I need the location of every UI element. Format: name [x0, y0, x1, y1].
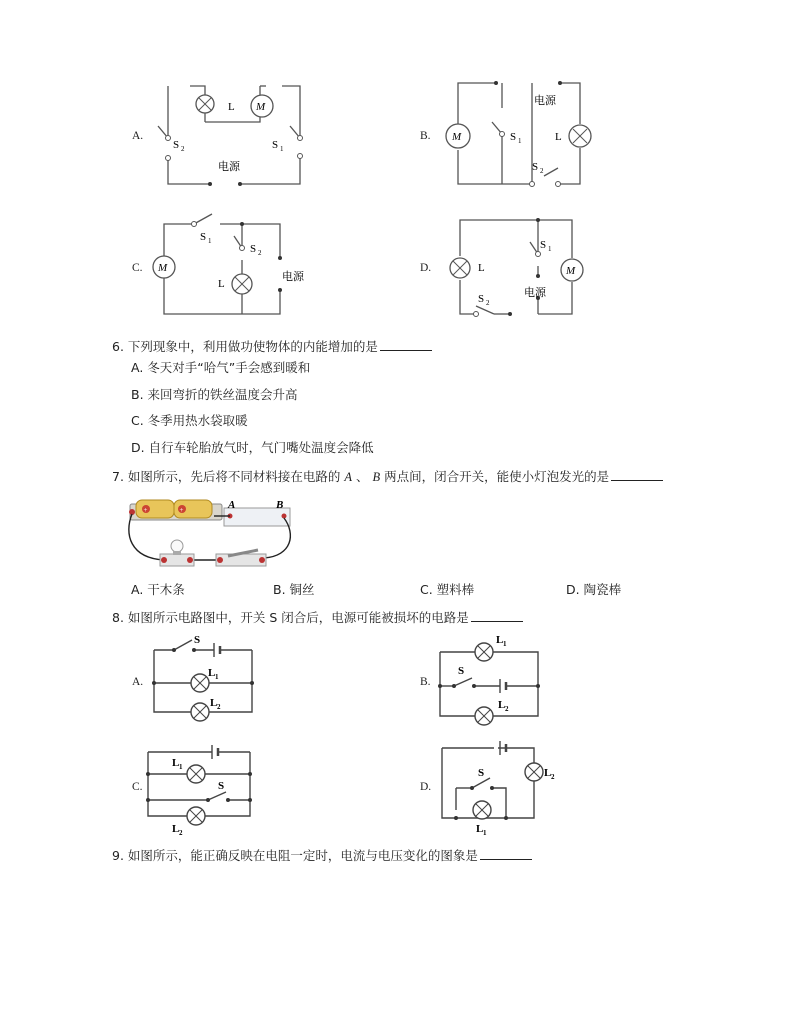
svg-text:L: L	[208, 667, 216, 679]
svg-text:2: 2	[551, 773, 555, 781]
q8-option-d-label[interactable]: D.	[420, 781, 432, 793]
lamp-icon	[569, 125, 591, 147]
svg-text:S: S	[458, 665, 465, 677]
q5-option-b-label[interactable]: B.	[420, 130, 431, 142]
svg-text:B: B	[276, 499, 284, 511]
svg-text:L: L	[544, 767, 552, 779]
svg-text:S: S	[532, 161, 539, 173]
q6-option-a[interactable]: A. 冬天对手“哈气”手会感到暖和	[131, 360, 311, 375]
answer-blank[interactable]	[611, 468, 663, 481]
svg-text:A: A	[228, 499, 236, 511]
q5-option-d-label[interactable]: D.	[420, 262, 432, 274]
answer-blank[interactable]	[471, 609, 523, 622]
svg-text:S: S	[540, 239, 547, 251]
svg-text:S: S	[218, 780, 225, 792]
q7-option-c[interactable]: C. 塑料棒	[420, 582, 475, 597]
svg-text:1: 1	[208, 237, 212, 245]
svg-text:电源: 电源	[524, 287, 546, 299]
svg-text:L: L	[496, 634, 504, 646]
svg-text:1: 1	[280, 145, 284, 153]
svg-text:L: L	[172, 823, 180, 835]
q5-option-a-label[interactable]: A.	[132, 130, 144, 142]
motor-label: M	[256, 101, 266, 113]
svg-text:1: 1	[518, 137, 522, 145]
q8-circuit-d	[434, 732, 554, 836]
q7-option-d[interactable]: D. 陶瓷棒	[566, 582, 622, 597]
svg-text:+: +	[143, 506, 148, 514]
q6-option-d[interactable]: D. 自行车轮胎放气时，气门嘴处温度会降低	[131, 440, 374, 455]
q8-stem: 8. 如图所示电路图中，开关 S 闭合后，电源可能被损坏的电路是	[112, 609, 523, 626]
q5-circuit-d	[440, 208, 600, 326]
q5-circuit-b	[440, 78, 600, 193]
svg-text:1: 1	[179, 763, 183, 771]
lamp-icon	[475, 643, 493, 661]
q7-option-b[interactable]: B. 铜丝	[273, 582, 315, 597]
q6-option-b[interactable]: B. 来回弯折的铁丝温度会升高	[131, 387, 298, 402]
svg-text:电源: 电源	[534, 95, 556, 107]
svg-text:2: 2	[540, 167, 544, 175]
q6-stem: 6. 下列现象中，利用做功使物体的内能增加的是	[112, 338, 432, 355]
q8-circuit-a	[148, 630, 258, 730]
svg-text:2: 2	[486, 299, 490, 307]
q5-circuit-c	[150, 210, 304, 325]
svg-text:1: 1	[215, 673, 219, 681]
power-label: 电源	[218, 161, 240, 173]
svg-text:M: M	[566, 265, 576, 277]
lamp-icon	[475, 707, 493, 725]
svg-text:S: S	[478, 293, 485, 305]
svg-text:2: 2	[258, 249, 262, 257]
q6-option-c[interactable]: C. 冬季用热水袋取暖	[131, 413, 248, 428]
q8-option-a-label[interactable]: A.	[132, 676, 144, 688]
q8-option-c-label[interactable]: C.	[132, 781, 143, 793]
svg-text:1: 1	[548, 245, 552, 253]
lamp-icon	[232, 274, 252, 294]
lamp-icon	[191, 674, 209, 692]
lamp-icon	[187, 765, 205, 783]
svg-text:电源: 电源	[282, 271, 304, 283]
lamp-icon	[191, 703, 209, 721]
q7-stem: 7. 如图所示，先后将不同材料接在电路的 A 、 B 两点间，闭合开关，能使小灯泡发光的是	[112, 468, 663, 485]
svg-text:1: 1	[483, 829, 487, 837]
svg-text:L: L	[498, 699, 506, 711]
svg-text:L: L	[555, 131, 562, 143]
q9-stem: 9. 如图所示，能正确反映在电阻一定时，电流与电压变化的图象是	[112, 847, 532, 864]
lamp-icon	[450, 258, 470, 278]
s2-label: S	[173, 139, 180, 151]
svg-text:+: +	[179, 506, 184, 514]
q8-circuit-b	[434, 628, 544, 728]
svg-text:1: 1	[503, 640, 507, 648]
lamp-icon	[187, 807, 205, 825]
q8-option-b-label[interactable]: B.	[420, 676, 431, 688]
lamp-icon	[196, 95, 214, 113]
svg-text:2: 2	[217, 703, 221, 711]
q8-circuit-c	[144, 736, 256, 836]
lamp-icon	[473, 801, 491, 819]
svg-text:L: L	[172, 757, 180, 769]
svg-text:L: L	[476, 823, 484, 835]
q5-option-c-label[interactable]: C.	[132, 262, 143, 274]
lamp-label: L	[228, 101, 235, 113]
svg-text:L: L	[478, 262, 485, 274]
lamp-icon	[525, 763, 543, 781]
svg-text:S: S	[194, 634, 201, 646]
answer-blank[interactable]	[380, 338, 432, 351]
svg-text:M: M	[158, 262, 168, 274]
svg-text:L: L	[210, 697, 218, 709]
q7-apparatus	[124, 494, 300, 574]
svg-text:2: 2	[505, 705, 509, 713]
s1-label: S	[272, 139, 279, 151]
q5-circuit-a	[150, 78, 310, 193]
svg-text:M: M	[452, 131, 462, 143]
svg-text:S: S	[478, 767, 485, 779]
answer-blank[interactable]	[480, 847, 532, 860]
svg-text:L: L	[218, 278, 225, 290]
bulb-icon	[171, 540, 183, 552]
svg-text:2: 2	[179, 829, 183, 837]
q7-option-a[interactable]: A. 干木条	[131, 582, 185, 597]
q5-figures	[0, 0, 794, 340]
svg-text:S: S	[250, 243, 257, 255]
svg-text:S: S	[200, 231, 207, 243]
battery-icon	[136, 500, 174, 518]
svg-text:2: 2	[181, 145, 185, 153]
svg-text:S: S	[510, 131, 517, 143]
